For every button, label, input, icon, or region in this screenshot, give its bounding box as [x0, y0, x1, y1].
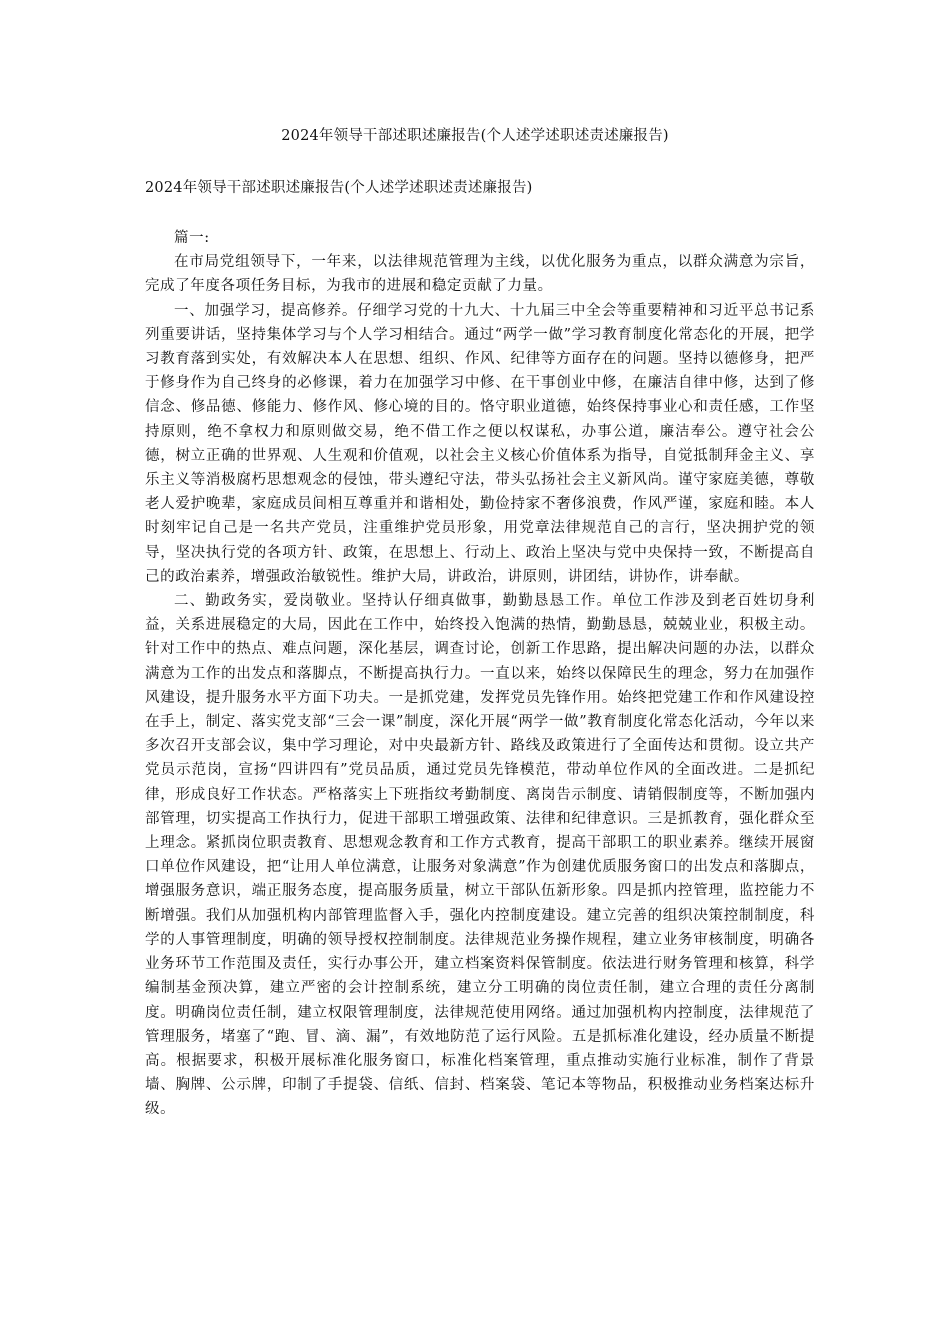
- intro-paragraph: 在市局党组领导下，一年来，以法律规范管理为主线，以优化服务为重点，以群众满意为宗旨，完成了年度各项任务目标，为我市的进展和稳定贡献了力量。: [145, 254, 815, 295]
- document-title: 2024年领导干部述职述廉报告(个人述学述职述责述廉报告): [281, 128, 669, 144]
- section-one-paragraph: 一、加强学习，提高修养。仔细学习党的十九大、十九届三中全会等重要精神和习近平总书记系列重要讲话，坚持集体学习与个人学习相结合。通过“两学一做”学习教育制度化常态化的开展，把学习教育落到实处，有效解决本人在思想、组织、作风、纪律等方面存在的问题。坚持以德修身，把严于修身作为自己终身的必修课，着力在加强学习中修、在干事创业中修，在廉洁自律中修，达到了修信念、修品德、修能力、修作风、修心境的目的。恪守职业道德，始终保持事业心和责任感，工作坚持原则，绝不拿权力和原则做交易，绝不借工作之便以权谋私，办事公道，廉洁奉公。遵守社会公德，树立正确的世界观、人生观和价值观，以社会主义核心价值体系为指导，自觉抵制拜金主义、享乐主义等消极腐朽思想观念的侵蚀，带头遵纪守法，带头弘扬社会主义新风尚。谨守家庭美德，尊敬老人爱护晚辈，家庭成员间相互尊重并和谐相处，勤俭持家不奢侈浪费，作风严谨，家庭和睦。本人时刻牢记自己是一名共产党员，注重维护党员形象，用党章法律规范自己的言行，坚决拥护党的领导，坚决执行党的各项方针、政策，在思想上、行动上、政治上坚决与党中央保持一致，不断提高自己的政治素养，增强政治敏锐性。维护大局，讲政治，讲原则，讲团结，讲协作，讲奉献。: [145, 302, 815, 585]
- section-label: 篇一:: [174, 230, 210, 246]
- document-subtitle: 2024年领导干部述职述廉报告(个人述学述职述责述廉报告): [145, 180, 533, 196]
- section-two-paragraph: 二、勤政务实，爱岗敬业。坚持认仔细真做事，勤勤恳恳工作。单位工作涉及到老百姓切身利益，关系进展稳定的大局，因此在工作中，始终投入饱满的热情，勤勤恳恳，兢兢业业，积极主动。针对工作中的热点、难点问题，深化基层，调查讨论，创新工作思路，提出解决问题的办法，以群众满意为工作的出发点和落脚点，不断提高执行力。一直以来，始终以保障民生的理念，努力在加强作风建设，提升服务水平方面下功夫。一是抓党建，发挥党员先锋作用。始终把党建工作和作风建设控在手上，制定、落实党支部“三会一课”制度，深化开展“两学一做”教育制度化常态化活动，今年以来多次召开支部会议，集中学习理论，对中央最新方针、路线及政策进行了全面传达和贯彻。设立共产党员示范岗，宣扬“四讲四有”党员品质，通过党员先锋模范，带动单位作风的全面改进。二是抓纪律，形成良好工作状态。严格落实上下班指纹考勤制度、离岗告示制度、请销假制度等，不断加强内部管理，切实提高工作执行力，促进干部职工增强政策、法律和纪律意识。三是抓教育，强化群众至上理念。紧抓岗位职责教育、思想观念教育和工作方式教育，提高干部职工的职业素养。继续开展窗口单位作风建设，把“让用人单位满意，让服务对象满意”作为创建优质服务窗口的出发点和落脚点，增强服务意识，端正服务态度，提高服务质量，树立干部队伍新形象。四是抓内控管理，监控能力不断增强。我们从加强机构内部管理监督入手，强化内控制度建设。建立完善的组织决策控制制度，科学的人事管理制度，明确的领导授权控制制度。法律规范业务操作规程，建立业务审核制度，明确各业务环节工作范围及责任，实行办事公开，建立档案资料保管制度。依法进行财务管理和核算，科学编制基金预决算，建立严密的会计控制系统，建立分工明确的岗位责任制，建立合理的责任分离制度。明确岗位责任制，建立权限管理制度，法律规范使用网络。通过加强机构内控制度，法律规范了管理服务，堵塞了“跑、冒、滴、漏”，有效地防范了运行风险。五是抓标准化建设，经办质量不断提高。根据要求，积极开展标准化服务窗口，标准化档案管理，重点推动实施行业标准，制作了背景墙、胸牌、公示牌，印制了手提袋、信纸、信封、档案袋、笔记本等物品，积极推动业务档案达标升级。: [145, 593, 815, 1118]
- document-body: [145, 226, 815, 1122]
